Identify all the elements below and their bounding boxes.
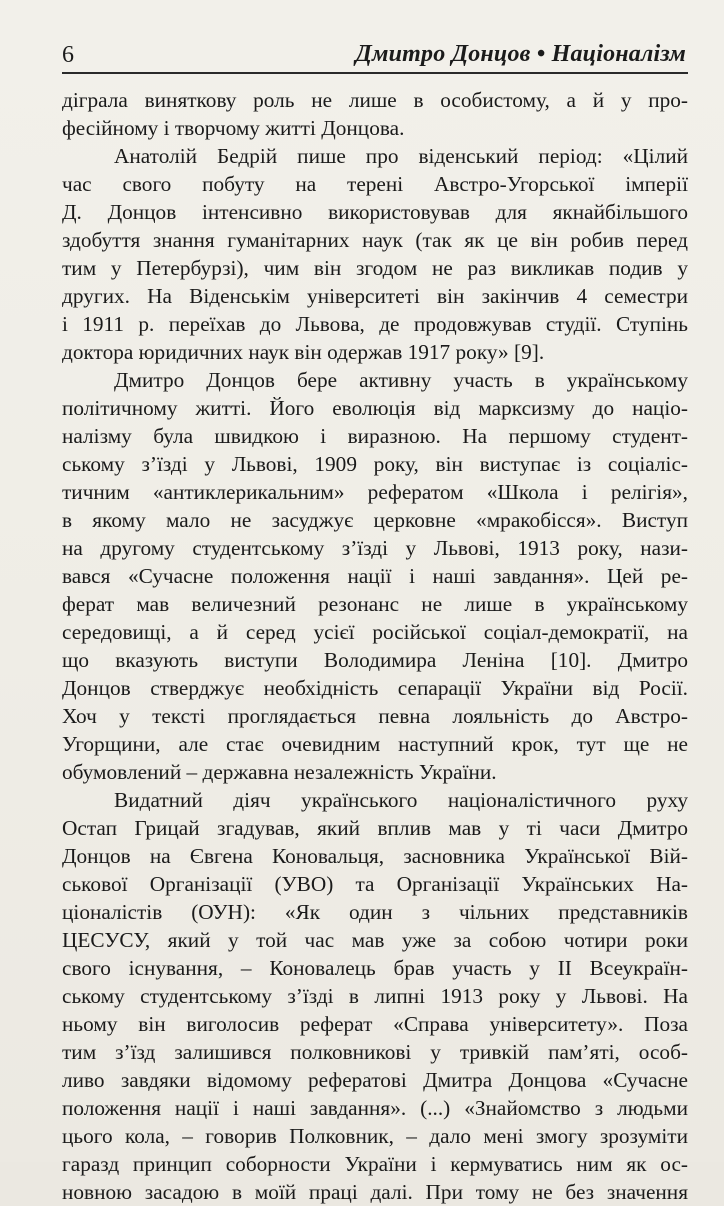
header-rule — [62, 72, 688, 74]
text-line: Видатний діяч українського націоналістичного руху — [114, 788, 688, 812]
text-line: Угорщини, але стає очевидним наступний крок, тут ще не — [62, 732, 688, 756]
text-line: діграла виняткову роль не лише в особистому, а й у про- — [62, 88, 688, 112]
text-line: других. На Віденськім університеті він закінчив 4 семестри — [62, 284, 688, 308]
text-line: ЦЕСУСУ, який у той час мав уже за собою чотири роки — [62, 928, 688, 952]
text-line: доктора юридичних наук він одержав 1917 року» [9]. — [62, 340, 545, 364]
text-line: свого існування, – Коновалець брав участь у ІІ Всеукраїн- — [62, 956, 688, 980]
text-line: Хоч у тексті проглядається певна лояльність до Австро- — [62, 704, 688, 728]
paragraph — [62, 366, 688, 786]
text-line: ньому він виголосив реферат «Справа університету». Поза — [62, 1012, 688, 1036]
text-line: вався «Сучасне положення нації і наші завдання». Цей ре- — [62, 564, 688, 588]
text-line: тим у Петербурзі), чим він згодом не раз викликав подив у — [62, 256, 688, 280]
text-line: Анатолій Бедрій пише про віденський період: «Цілий — [114, 144, 688, 168]
text-line: налізму була швидкою і виразною. На першому студент- — [62, 424, 688, 448]
text-line: тим з’їзд залишився полковникові у тривкій пам’яті, особ- — [62, 1040, 688, 1064]
text-line: і 1911 р. переїхав до Львова, де продовжував студії. Ступінь — [62, 312, 688, 336]
text-line: ферат мав величезний резонанс не лише в українському — [62, 592, 688, 616]
text-line: обумовлений – державна незалежність України. — [62, 760, 497, 784]
text-line: ськової Організації (УВО) та Організації Українських На- — [62, 872, 688, 896]
page-header — [62, 36, 688, 74]
body-text — [62, 86, 688, 1206]
text-line: новною засадою в моїй праці далі. При тому не без значення — [62, 1180, 688, 1204]
text-line: час свого побуту на терені Австро-Угорської імперії — [62, 172, 688, 196]
running-head: Дмитро Донцов • Націоналізм — [355, 41, 686, 67]
page-number: 6 — [62, 42, 74, 68]
text-line: ському з’їзді у Львові, 1909 року, він виступає із соціаліс- — [62, 452, 688, 476]
text-line: цього кола, – говорив Полковник, – дало мені змогу зрозуміти — [62, 1124, 688, 1148]
text-line: що вказують виступи Володимира Леніна [10]. Дмитро — [62, 648, 688, 672]
paragraph — [62, 142, 688, 366]
text-line: фесійному і творчому житті Донцова. — [62, 116, 405, 140]
text-line: Д. Донцов інтенсивно використовував для якнайбільшого — [62, 200, 688, 224]
text-line: політичному житті. Його еволюція від марксизму до націо- — [62, 396, 688, 420]
text-line: здобуття знання гуманітарних наук (так як це він робив перед — [62, 228, 688, 252]
text-line: Остап Грицай згадував, який вплив мав у ті часи Дмитро — [62, 816, 688, 840]
text-line: Донцов на Євгена Коновальця, засновника Української Вій- — [62, 844, 688, 868]
text-line: ціоналістів (ОУН): «Як один з чільних представників — [62, 900, 688, 924]
text-line: на другому студентському з’їзді у Львові, 1913 року, нази- — [62, 536, 688, 560]
text-line: положення нації і наші завдання». (...) «Знайомство з людьми — [62, 1096, 688, 1120]
text-line: середовищі, а й серед усієї російської соціал-демократії, на — [62, 620, 688, 644]
text-line: гаразд принцип соборности України і кермуватись ним як ос- — [62, 1152, 688, 1176]
text-line: Донцов стверджує необхідність сепарації України від Росії. — [62, 676, 688, 700]
text-line: ському студентському з’їзді в липні 1913 року у Львові. На — [62, 984, 688, 1008]
text-line: Дмитро Донцов бере активну участь в українському — [114, 368, 688, 392]
text-line: в якому мало не засуджує церковне «мракобісся». Виступ — [62, 508, 688, 532]
paragraph — [62, 86, 688, 142]
text-line: тичним «антиклерикальним» рефератом «Школа і релігія», — [62, 480, 688, 504]
text-line: ливо завдяки відомому рефератові Дмитра Донцова «Сучасне — [62, 1068, 688, 1092]
paragraph — [62, 786, 688, 1206]
